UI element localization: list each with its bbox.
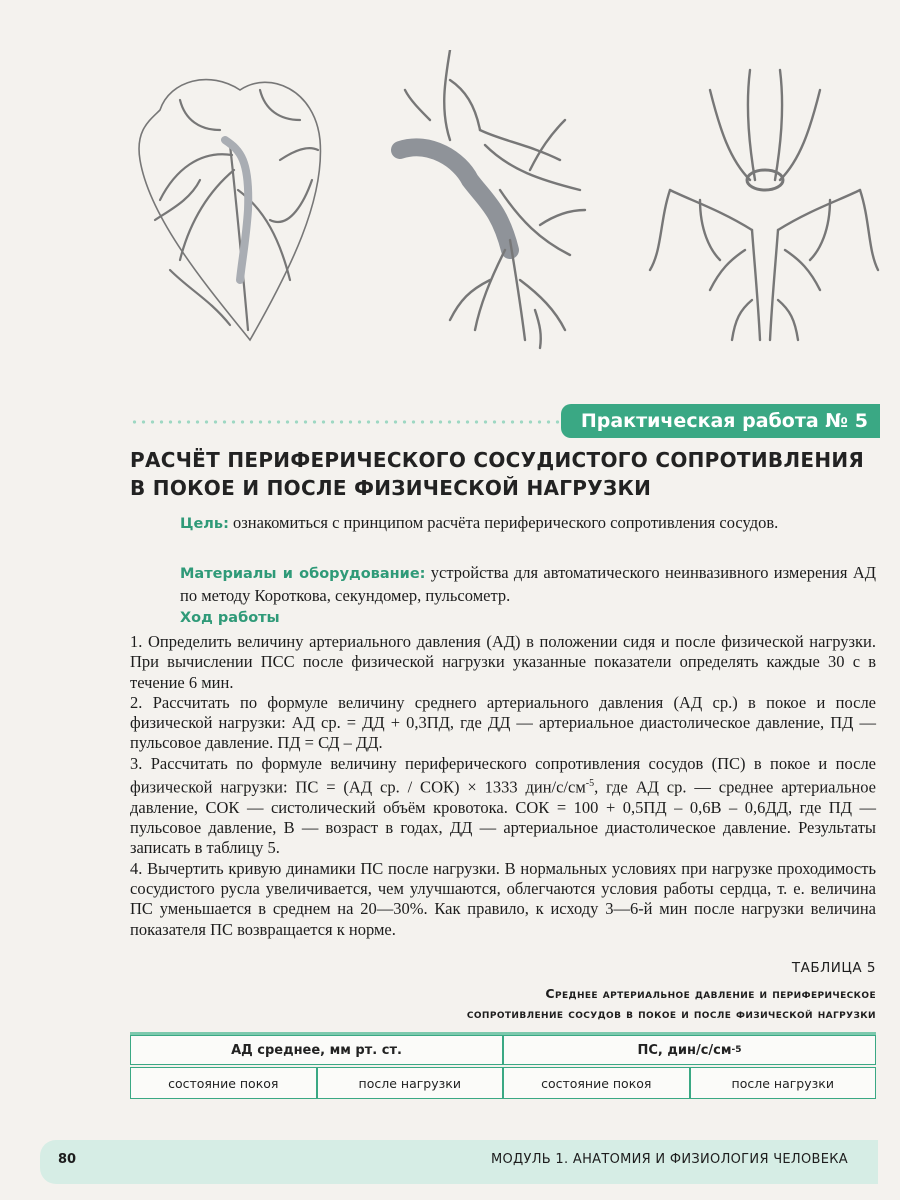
table-subheader-cell: после нагрузки — [317, 1067, 504, 1099]
table-header-row — [130, 1035, 876, 1065]
table-header-cell: АД среднее, мм рт. ст. — [130, 1035, 503, 1065]
procedure-step-3-exponent: -5 — [585, 778, 595, 790]
materials-text: устройства для автоматического неинвазивного измерения АД по методу Короткова, секундомер, пульсометр. — [180, 563, 876, 605]
table-subheader-cell: после нагрузки — [690, 1067, 877, 1099]
module-label: МОДУЛЬ 1. АНАТОМИЯ И ФИЗИОЛОГИЯ ЧЕЛОВЕКА — [490, 1152, 848, 1167]
procedure-steps — [130, 632, 876, 940]
page-footer — [40, 1140, 878, 1184]
section-label: Практическая работа № 5 — [561, 404, 880, 438]
table-header-cell — [503, 1035, 876, 1065]
aorta-branches-illustration — [390, 50, 590, 350]
procedure-step-1: 1. Определить величину артериального давления (АД) в положении сидя и после физической нагрузки. При вычислении ПСС после физической нагрузки указанные показатели определять каждые 30 с в течение 6 мин. — [130, 632, 876, 692]
table-title — [256, 984, 876, 1024]
title-line-2: В ПОКОЕ И ПОСЛЕ ФИЗИЧЕСКОЙ НАГРУЗКИ — [130, 476, 652, 500]
procedure-step-4: 4. Вычертить кривую динамики ПС после нагрузки. В нормальных условиях при нагрузке проходимость сосудистого русла увеличивается, чем улучшаются, облегчаются условия работы сердца, т. е. величина ПС уменьшается в среднем на 20—30%. Как правило, к исходу 3—6-й мин после нагрузки величина показателя ПС возвращается к норме. — [130, 858, 876, 939]
procedure-step-3-part-2: , где АД ср. — среднее артериальное давление, СОК — систолический объём кровотока. СОК = 100 + 0,5ПД – 0,6В – 0,6ДД, где ПД — пульсовое давление, В — возраст в годах, ДД — артериальное диастолическое давление. Результаты записать в таблицу 5. — [130, 777, 876, 858]
procedure-heading: Ход работы — [180, 610, 280, 626]
table-subheader-row — [130, 1067, 876, 1099]
goal-label: Цель: — [180, 516, 229, 532]
procedure-step-2: 2. Рассчитать по формуле величину среднего артериального давления (АД ср.) в покое и после физической нагрузки: АД ср. = ДД + 0,3ПД, где ДД — артериальное диастолическое давление, ПД — пульсовое давление. ПД = СД – ДД. — [130, 692, 876, 753]
page-title — [130, 446, 870, 502]
title-line-1: РАСЧЁТ ПЕРИФЕРИЧЕСКОГО СОСУДИСТОГО СОПРОТИВЛЕНИЯ — [130, 448, 865, 472]
goal-text: ознакомиться с принципом расчёта периферического сопротивления сосудов. — [228, 513, 779, 532]
procedure-step-3-part-1: 3. Рассчитать по формуле величину периферического сопротивления сосудов (ПС) в покое и после физической нагрузки: ПС = (АД ср. / СОК) × 1333 дин/с/см — [130, 753, 876, 797]
results-table — [130, 1032, 876, 1099]
section-header-bar — [130, 404, 880, 438]
table-subheader-cell: состояние покоя — [130, 1067, 317, 1099]
illustrations — [120, 50, 880, 390]
table-subheader-cell: состояние покоя — [503, 1067, 690, 1099]
dotted-divider — [130, 420, 580, 424]
goal-paragraph — [180, 512, 876, 535]
table-caption: ТАБЛИЦА 5 — [791, 960, 876, 976]
procedure-step-3 — [130, 754, 876, 859]
materials-label: Материалы и оборудование: — [180, 566, 426, 582]
table-header-exponent: -5 — [731, 1045, 742, 1055]
table-title-line-2: сопротивление сосудов в покое и после физической нагрузки — [466, 1006, 876, 1021]
materials-paragraph — [180, 562, 876, 606]
brain-arteries-illustration — [640, 50, 880, 350]
table-title-line-1: Среднее артериальное давление и периферическое — [545, 986, 876, 1001]
heart-vessels-illustration — [130, 50, 340, 350]
page-number: 80 — [58, 1152, 77, 1167]
table-header-text: ПС, дин/с/см — [637, 1042, 732, 1058]
